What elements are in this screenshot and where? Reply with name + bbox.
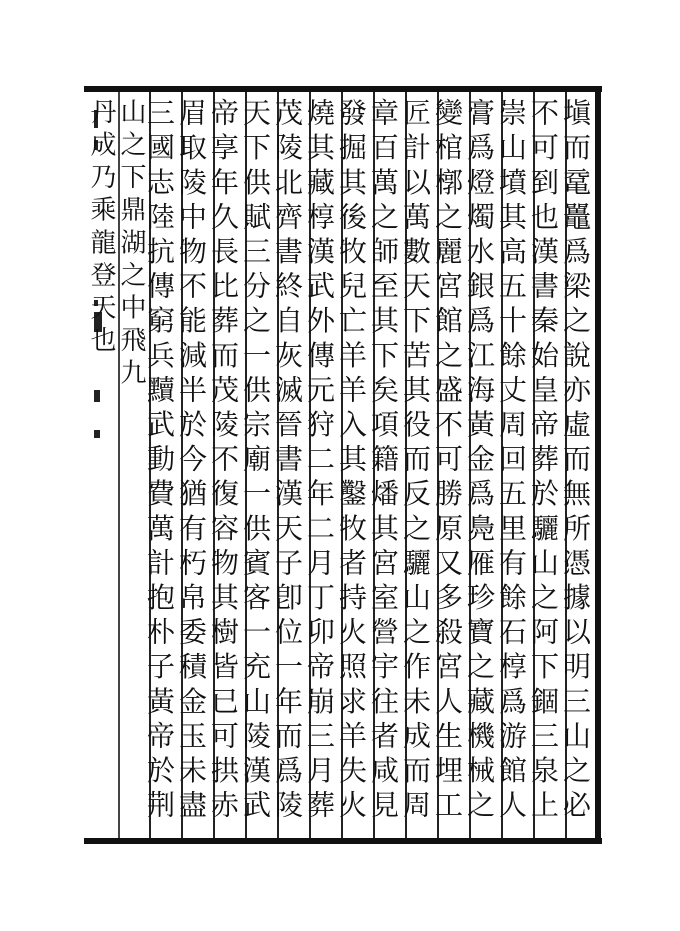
text-column-3: 崇山墳其高五十餘丈周回五里有餘石椁爲游館人: [495, 98, 528, 825]
text-column-7: 章百萬之師至其下矣項籍燔其宮室營宇往者咸見: [367, 98, 400, 825]
text-column-9: 燒其藏椁漢武外傳元狩二年二月丁卯帝崩三月葬: [303, 98, 336, 825]
text-column-15: 山之下鼎湖之中飛九: [116, 98, 146, 392]
text-column-5: 變棺槨之麗宮館之盛不可勝原又多殺宮人生埋工: [431, 98, 464, 825]
text-column-16: 丹成乃乘龍登天也: [86, 98, 116, 359]
text-column-6: 匠計以萬數天下苦其役而反之驪山之作未成而周: [399, 98, 432, 825]
text-column-12: 帝享年久長比葬而茂陵不復容物其樹皆已可拱赤: [207, 98, 240, 825]
text-column-1: 塡而鼋鼉爲梁之說亦虛而無所憑據以明三山之必: [559, 98, 592, 825]
frame-right-rule: [595, 86, 601, 844]
text-column-14: 三國志陸抗傳窮兵黷武動費萬計抱朴子黃帝於荆: [143, 98, 176, 825]
text-column-13: 眉取陵中物不能減半於今猶有朽帛委積金玉未盡: [175, 98, 208, 825]
text-column-10: 茂陵北齊書終自灰滅晉書漢天子卽位一年而爲陵: [271, 98, 304, 825]
text-column-8: 發掘其後牧兒亡羊羊入其鑿牧者持火照求羊失火: [335, 98, 368, 825]
frame-top-rule: [84, 86, 602, 92]
frame-bottom-rule: [84, 838, 602, 844]
text-column-2: 不可到也漢書秦始皇帝葬於驪山之阿下錮三泉上: [527, 98, 560, 825]
text-column-4: 膏爲燈燭水銀爲江海黃金爲鳧雁珍寶之藏機械之: [463, 98, 496, 825]
text-column-11: 天下供賦三分之一供宗廟一供賓客一充山陵漢武: [239, 98, 272, 825]
